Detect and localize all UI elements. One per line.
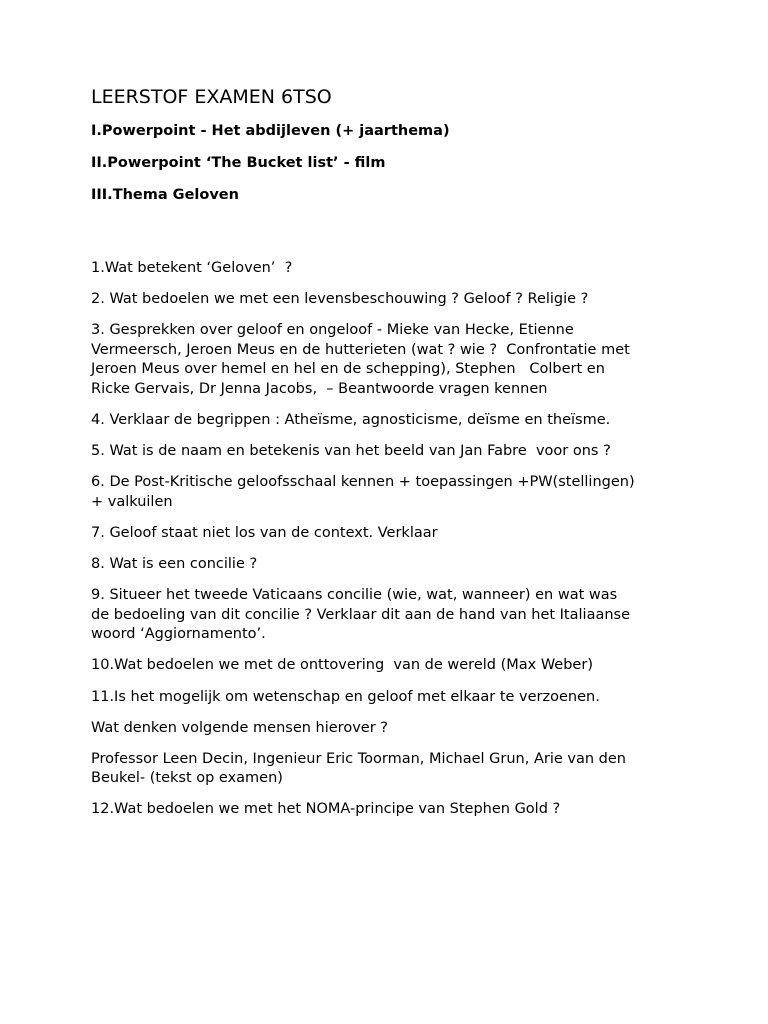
question-7: 7. Geloof staat niet los van de context. Verklaar — [91, 524, 438, 541]
question-6: 6. De Post-Kritische geloofsschaal kennen + toepassingen +PW(stellingen) + valkuilen — [91, 474, 635, 510]
question-12: 12.Wat bedoelen we met het NOMA-principe van Stephen Gold ? — [91, 801, 561, 818]
question-10: 10.Wat bedoelen we met de onttovering van de wereld (Max Weber) — [91, 657, 593, 674]
question-5: 5. Wat is de naam en betekenis van het beeld van Jan Fabre voor ons ? — [91, 443, 611, 460]
section-heading-2: II.Powerpoint ‘The Bucket list’ - film — [91, 155, 386, 171]
question-11-people: Professor Leen Decin, Ingenieur Eric Toorman, Michael Grun, Arie van den Beukel- (tekst op examen) — [91, 750, 626, 787]
question-2: 2. Wat bedoelen we met een levensbeschouwing ? Geloof ? Religie ? — [91, 291, 589, 308]
question-9: 9. Situeer het tweede Vaticaans concilie (wie, wat, wanneer) en wat was de bedoeling van dit concilie ? Verklaar dit aan de hand van het Italiaanse woord ‘Aggiornamento’. — [91, 587, 630, 643]
section-heading-3: III.Thema Geloven — [91, 187, 239, 203]
document-page — [91, 85, 691, 831]
document-title: LEERSTOF EXAMEN 6TSO — [91, 86, 332, 108]
question-4: 4. Verklaar de begrippen : Atheïsme, agnosticisme, deïsme en theïsme. — [91, 412, 611, 429]
question-11: 11.Is het mogelijk om wetenschap en geloof met elkaar te verzoenen. — [91, 688, 600, 705]
blank-space — [91, 217, 691, 259]
question-8: 8. Wat is een concilie ? — [91, 556, 258, 573]
question-1: 1.Wat betekent ‘Geloven’ ? — [91, 260, 293, 276]
section-heading-1: I.Powerpoint - Het abdijleven (+ jaarthema) — [91, 123, 450, 139]
question-11-followup: Wat denken volgende mensen hierover ? — [91, 719, 388, 736]
question-3: 3. Gesprekken over geloof en ongeloof - Mieke van Hecke, Etienne Vermeersch, Jeroen Meus en de hutterieten (wat ? wie ? Confrontatie met Jeroen Meus over hemel en hel en de schepping), Stephen Colbert en Ricke Gervais, Dr Jenna Jacobs, – Beantwoorde vragen kennen — [91, 322, 630, 397]
